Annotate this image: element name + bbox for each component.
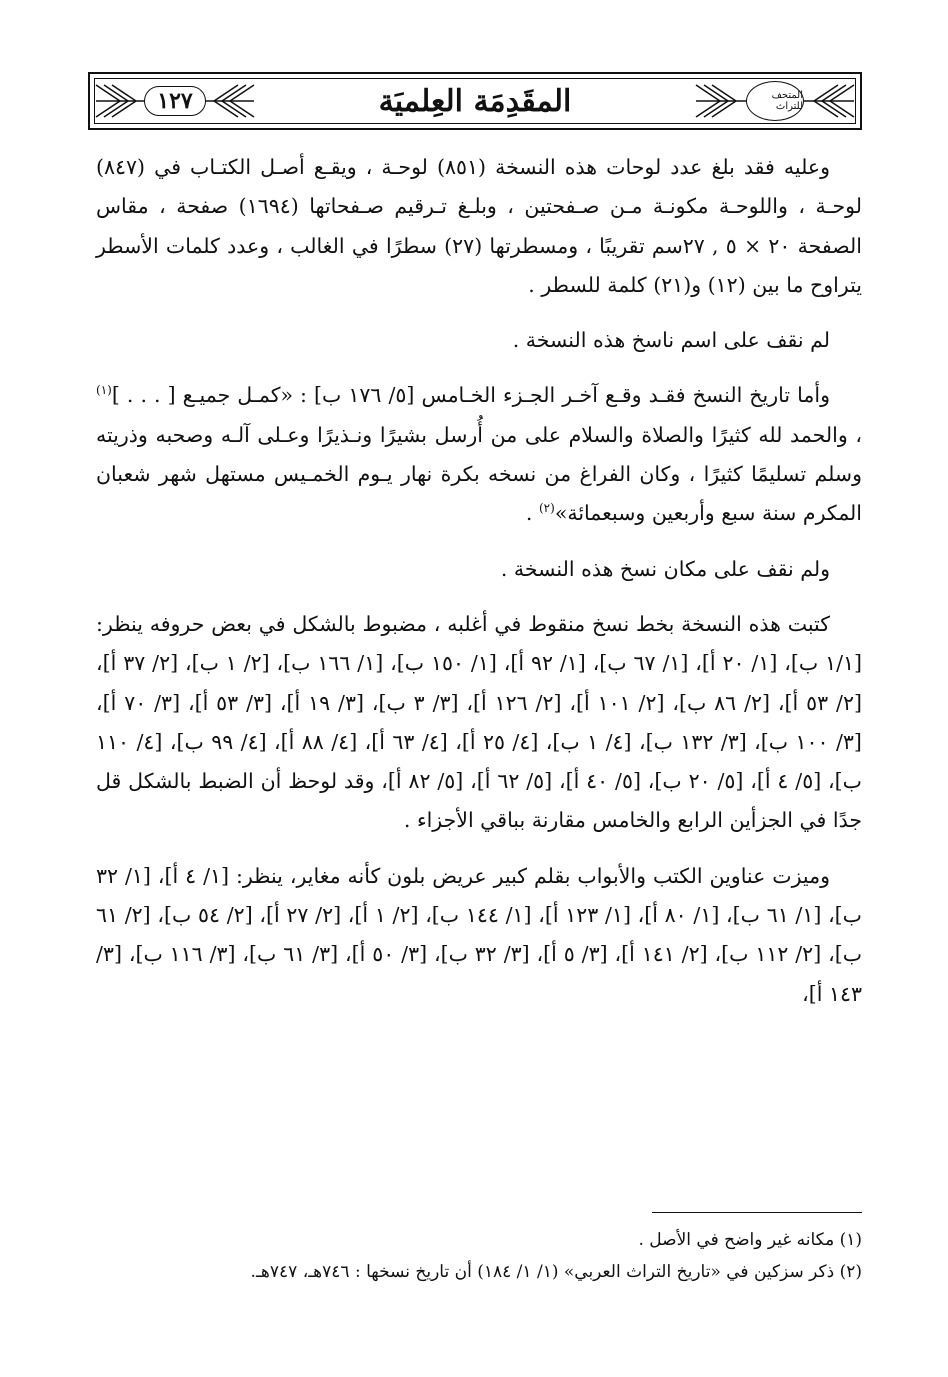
date-text-part1: وأما تاريخ النسخ فقـد وقـع آخـر الجـزء الخـامس [٥/ ١٧٦ ب] : «كمـل جميـع [ . . . ] bbox=[111, 383, 830, 408]
publisher-emblem bbox=[746, 81, 804, 121]
footnote-ref-1: (١) bbox=[96, 383, 112, 398]
page-title: المقَدِمَة العِلميَة bbox=[378, 83, 572, 119]
footnote-1: (١) مكانه غير واضح في الأصل . bbox=[638, 1230, 862, 1250]
emblem-ornament bbox=[690, 77, 860, 125]
footnotes bbox=[96, 1224, 862, 1288]
paragraph-copy-place: ولم نقف على مكان نسخ هذه النسخة . bbox=[500, 556, 830, 581]
main-text bbox=[96, 148, 862, 1030]
paragraph-headings: وميزت عناوين الكتب والأبواب بقلم كبير عريض بلون كأنه مغاير، ينظر: [١/ ٤ أ]، [١/ ٣٢ ب]، [١/ ٦١ ب]، [١/ ٨٠ أ]، [١/ ١٢٣ أ]، [١/ ١٤٤ ب]، [٢/ ١ أ]، [٢/ ٢٧ أ]، [٢/ ٥٤ ب]، [٢/ ٦١ ب]، [٢/ ١١٢ ب]، [٢/ ١٤١ أ]، [٣/ ٥ أ]، [٣/ ٣٢ ب]، [٣/ ٥٠ أ]، [٣/ ٦١ ب]، [٣/ ١١٦ ب]، [٣/ ١٤٣ أ]، bbox=[96, 863, 862, 1006]
page-number-ornament bbox=[90, 77, 260, 125]
footnote-ref-2: (٢) bbox=[538, 501, 555, 516]
footnote-2: (٢) ذكر سزكين في «تاريخ التراث العربي» (١/ ١/ ١٨٤) أن تاريخ نسخها : ٧٤٦هـ، ٧٤٧هـ. bbox=[250, 1262, 862, 1282]
paragraph-copyist: لم نقف على اسم ناسخ هذه النسخة . bbox=[512, 328, 830, 353]
paragraph-copy-date bbox=[96, 376, 862, 533]
footnote-separator bbox=[652, 1212, 862, 1213]
paragraph-manuscript-size: وعليه فقد بلغ عدد لوحات هذه النسخة (٨٥١) لوحـة ، ويقـع أصـل الكتـاب في (٨٤٧) لوحـة ، واللوحـة مكونـة مـن صـفحتين ، وبلـغ تـرقيم صـفحاتها (١٦٩٤) صفحة ، مقاس الصفحة ٢٠ × ٥ , ٢٧سم تقريبًا ، ومسطرتها (٢٧) سطرًا في الغالب ، وعدد كلمات الأسطر يتراوح ما بين (١٢) و(٢١) كلمة للسطر . bbox=[96, 155, 862, 297]
page-number: ١٢٧ bbox=[144, 86, 205, 116]
date-text-part2: ، والحمد لله كثيرًا والصلاة والسلام على من أُرسل بشيرًا ونـذيرًا وعـلى آلـه وصحبه وذريته وسلم تسليمًا كثيرًا ، وكان الفراغ من نسخه بكرة نهار يـوم الخمـيس مستهل شهر شعبان المكرم سنة سبع وأربعين وسبعمائة» bbox=[96, 422, 862, 526]
emblem-text: المتحف للتراث bbox=[771, 90, 803, 112]
page-header bbox=[88, 72, 862, 130]
paragraph-script-style: كتبت هذه النسخة بخط نسخ منقوط في أغلبه ، مضبوط بالشكل في بعض حروفه ينظر: [١/١ ب]، [١/ ٢٠ أ]، [١/ ٦٧ ب]، [١/ ٩٢ أ]، [١/ ١٥٠ ب]، [١/ ١٦٦ ب]، [٢/ ١ ب]، [٢/ ٣٧ أ]، [٢/ ٥٣ أ]، [٢/ ٨٦ ب]، [٢/ ١٠١ أ]، [٢/ ١٢٦ أ]، [٣/ ٣ ب]، [٣/ ١٩ أ]، [٣/ ٥٣ أ]، [٣/ ٧٠ أ]، [٣/ ١٠٠ ب]، [٣/ ١٣٢ ب]، [٤/ ١ ب]، [٤/ ٢٥ أ]، [٤/ ٦٣ أ]، [٤/ ٨٨ أ]، [٤/ ٩٩ ب]، [٤/ ١١٠ ب]، [٥/ ٤ أ]، [٥/ ٢٠ ب]، [٥/ ٤٠ أ]، [٥/ ٦٢ أ]، [٥/ ٨٢ أ]، وقد لوحظ أن الضبط بالشكل قل جدًا في الجزأين الرابع والخامس مقارنة بباقي الأجزاء . bbox=[96, 611, 862, 833]
date-text-part3: . bbox=[525, 501, 533, 526]
